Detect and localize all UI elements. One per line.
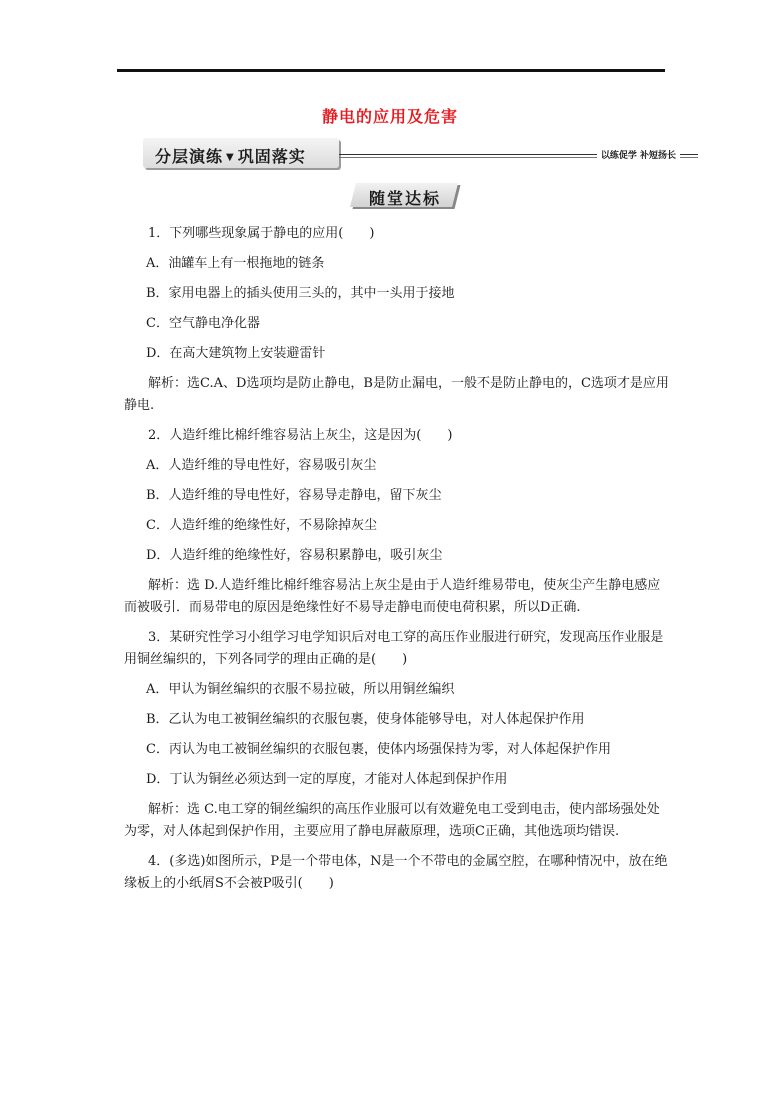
banner-left-label: 分层演练	[155, 147, 224, 166]
question-1-option-a: A．油罐车上有一根拖地的链条	[146, 256, 325, 271]
question-3-option-b: B．乙认为电工被铜丝编织的衣服包裹，使身体能够导电，对人体起保护作用	[146, 712, 585, 727]
question-4-stem: 4．(多选)如图所示，P是一个带电体，N是一个不带电的金属空腔，在哪种情况中，放在绝缘板上的小纸屑S不会被P吸引( )	[124, 854, 668, 891]
question-3-option-d: D．丁认为铜丝必须达到一定的厚度，才能对人体起到保护作用	[146, 772, 508, 787]
question-3-analysis: 解析：选 C.电工穿的铜丝编织的高压作业服可以有效避免电工受到电击，使内部场强处处为零，对人体起到保护作用，主要应用了静电屏蔽原理，选项C正确，其他选项均错误.	[124, 802, 660, 839]
question-1-analysis: 解析：选C.A、D选项均是防止静电，B是防止漏电，一般不是防止静电的，C选项才是应用静电.	[124, 376, 669, 413]
question-3-option-c: C．丙认为电工被铜丝编织的衣服包裹，使体内场强保持为零，对人体起保护作用	[146, 742, 611, 757]
question-1-option-c: C．空气静电净化器	[146, 316, 260, 331]
question-1-option-d: D．在高大建筑物上安装避雷针	[146, 346, 326, 361]
question-2-option-d: D．人造纤维的绝缘性好，容易积累静电，吸引灰尘	[146, 548, 443, 563]
banner-left-text	[155, 144, 306, 167]
triangle-down-icon: ▼	[226, 152, 235, 163]
question-3-option-a: A．甲认为铜丝编织的衣服不易拉破，所以用铜丝编织	[146, 682, 455, 697]
question-2-option-c: C．人造纤维的绝缘性好，不易除掉灰尘	[146, 518, 377, 533]
question-2-option-b: B．人造纤维的导电性好，容易导走静电，留下灰尘	[146, 488, 442, 503]
banner-right-label: 巩固落实	[237, 147, 306, 166]
section-heading-label: 随堂达标	[368, 189, 441, 208]
question-2-stem: 2．人造纤维比棉纤维容易沾上灰尘，这是因为( )	[148, 428, 453, 443]
section-banner	[143, 138, 698, 176]
question-2-option-a: A．人造纤维的导电性好，容易吸引灰尘	[146, 458, 377, 473]
banner-tag: 以练促学 补短扬长	[597, 148, 680, 161]
page-title: 静电的应用及危害	[321, 107, 458, 126]
question-1-stem: 1．下列哪些现象属于静电的应用( )	[148, 226, 375, 241]
question-1-option-b: B．家用电器上的插头使用三头的，其中一头用于接地	[146, 286, 455, 301]
top-rule	[117, 69, 665, 72]
section-heading	[349, 183, 461, 209]
question-3-stem: 3．某研究性学习小组学习电学知识后对电工穿的高压作业服进行研究，发现高压作业服是用铜丝编织的，下列各同学的理由正确的是( )	[124, 630, 664, 667]
questions-content	[124, 223, 669, 903]
question-2-analysis: 解析：选 D.人造纤维比棉纤维容易沾上灰尘是由于人造纤维易带电，使灰尘产生静电感应而被吸引．而易带电的原因是绝缘性好不易导走静电而使电荷积累，所以D正确.	[124, 578, 661, 615]
